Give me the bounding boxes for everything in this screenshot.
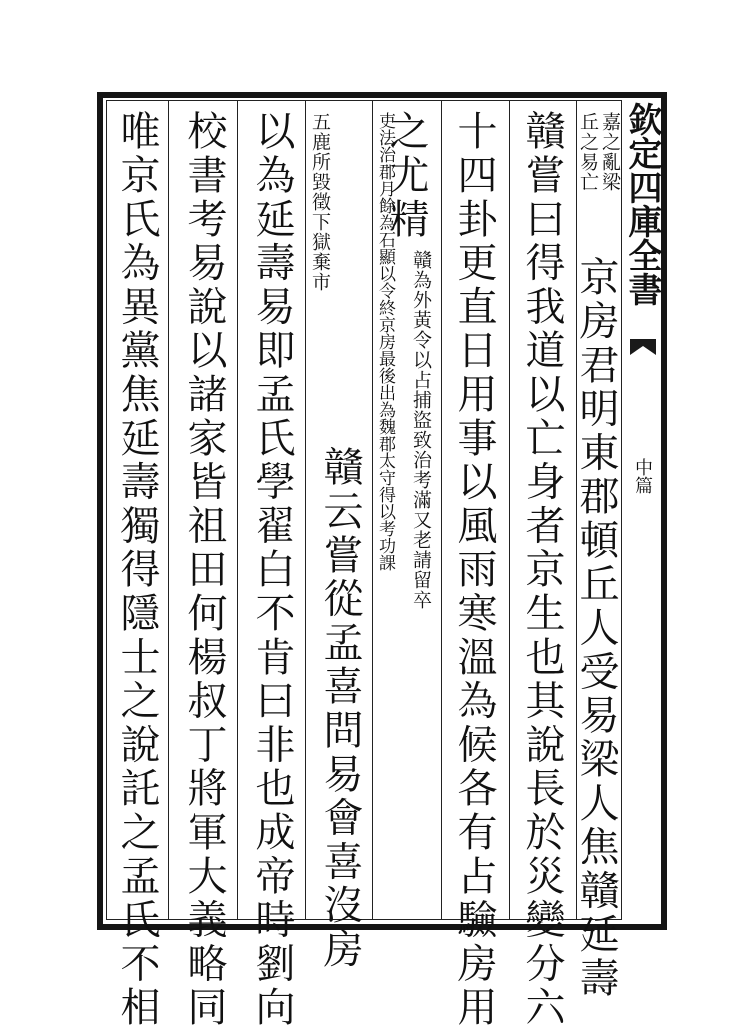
column-rule: [509, 100, 510, 920]
annotation-line: 嘉之亂梁: [599, 112, 621, 192]
main-text-column: 校書考易說以諸家皆祖田何楊叔丁將軍大義略同: [181, 110, 227, 1030]
column-rule: [168, 100, 169, 920]
juan-label: 中篇: [632, 458, 653, 494]
column-rule: [237, 100, 238, 920]
annotation-line: 五鹿所毀徵下獄棄市: [309, 112, 331, 292]
annotation-line: 吏法治郡月餘為石顯以令終京房最後出為魏郡太守得以考功課: [375, 112, 395, 571]
banxin-strip: [622, 100, 661, 920]
main-text-column: 以為延壽易即孟氏學翟白不肯曰非也成帝時劉向: [249, 110, 295, 1030]
main-text-column: 贛嘗曰得我道以亡身者京生也其說長於災變分六: [519, 110, 565, 1030]
main-text-column: 十四卦更直日用事以風雨寒溫為候各有占驗房用: [451, 110, 497, 1030]
column-rule: [372, 100, 373, 920]
main-text-column: 唯京氏為異黨焦延壽獨得隱士之說託之孟氏不相: [114, 110, 160, 1030]
collection-title: 欽定四庫全書: [622, 102, 662, 306]
column-rule: [305, 100, 306, 920]
main-text-column: 贛云嘗從孟喜問易會喜沒房: [317, 446, 363, 972]
main-text-column: 之尤精: [383, 110, 429, 242]
annotation-line: 丘之易亡: [577, 112, 599, 192]
column-rule: [441, 100, 442, 920]
annotation-line: 贛為外黃令以占捕盜致治考滿又老請留卒: [410, 250, 432, 610]
main-text-column: 京房君明東郡頓丘人受易梁人焦贛延壽: [573, 256, 619, 1001]
fishtail-mark-icon: [628, 336, 658, 358]
